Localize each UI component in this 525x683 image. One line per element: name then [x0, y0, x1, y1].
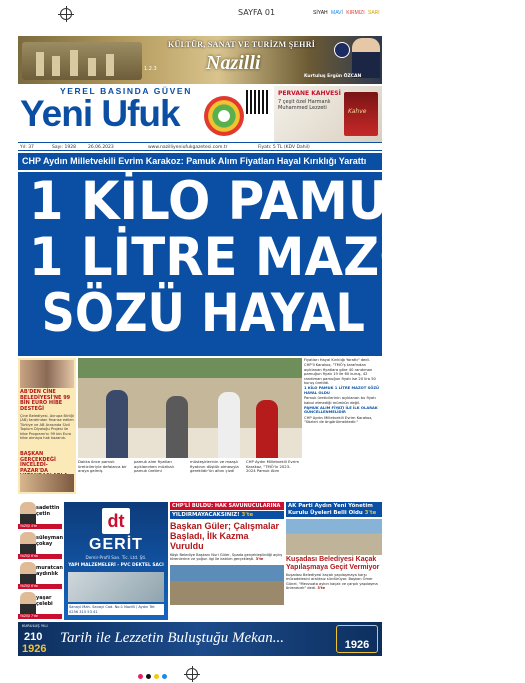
article-paragraph: CHP'li Karakoz, "TMÖ'ş tarafından açıklanan fiyatlara göre 40 randıman pamuğun fiyatı 19 ile 60 kuruş, 42 randıman pamuğun fiyatı ise 20 lira 50 kuruş üretildi.	[304, 363, 376, 386]
year-badge: 1926	[336, 625, 378, 653]
middle-section	[18, 358, 382, 498]
columnist-tag: YAZIŞI 7'de	[18, 614, 62, 619]
gerit-subtitle: Demir-Profil San. Tic. Ltd. Şti.	[85, 555, 147, 560]
story-headline[interactable]: Kuşadası Belediyesi Kaçak Yapılaşmaya Geçit Vermiyor	[286, 556, 380, 571]
gerit-address: Sanayi Mah. Sanayi Cad. No:1 Nazilli / Aydın Tel: 0256 315 53 41	[68, 604, 164, 615]
main-headline	[18, 171, 525, 356]
columnist-name: sadettin çetin	[36, 505, 60, 517]
story-body: Kuşadası Belediyesi kaçak yapılaşmaya karşı mücadelesini aralıksız sürdürüyor. Başkan Ömer Günel, "Mevzuata aykırı kaçak ve çarpık yapılaşma önlenecek" dedi. 3'te	[286, 573, 378, 591]
gerit-ad	[64, 502, 168, 620]
avatar	[20, 502, 36, 524]
restaurant-slogan: Tarih ile Lezzetin Buluştuğu Mekan...	[60, 630, 285, 646]
cmyk-magenta: KIRMIZI	[346, 10, 365, 16]
article-subheading: 1 KİLO PAMUK 1 LİTRE MAZOT SÖZÜ HAYAL OLDU	[304, 386, 380, 395]
steel-profiles-image	[68, 572, 164, 602]
banner-city: Nazilli	[206, 52, 261, 74]
columnists	[18, 502, 62, 620]
article-subheading: PAMUK ALIM FİYATI İLE İLK OLARAK GÜNCELLENMELİDİR	[304, 406, 378, 415]
color-dots	[138, 664, 170, 683]
newspaper-page	[18, 36, 525, 656]
magenta-dot-icon	[138, 674, 143, 679]
issue-date: 26.06.2023	[88, 144, 114, 150]
black-dot-icon	[146, 674, 151, 679]
person-figure	[166, 396, 188, 458]
bottom-restaurant-ad	[18, 622, 382, 656]
story-body: Köşk Belediye Başkanı Nuri Güler, Spada gerçekleştirdiği açılış törenlerine ve yoğun ilgi ile katılım gerçekleşti. 3'te	[170, 553, 283, 562]
right-news-column	[304, 358, 382, 496]
headline-kicker: CHP Aydın Milletvekili Evrim Karakoz: Pamuk Alım Fiyatları Hayal Kırıklığı Yarattı	[18, 153, 382, 170]
article-paragraph: Pamuk üreticilerinin açıklanan bu fiyatı kabul etmediği mümkün değil.	[304, 396, 376, 405]
article-paragraph: Fiyatları Hayal Kırıklığı Yarattı" dedi.	[304, 358, 370, 362]
caption: pamuk alım fiyatları açıklanırken müzikalı pamuk üretimi	[134, 459, 174, 474]
columnist-tag: YAZIŞI 4'te	[18, 524, 62, 529]
logo-eye-icon	[204, 96, 244, 136]
headline-line-2: 1 LİTRE MAZOT	[28, 227, 456, 288]
gerit-products: YAPI MALZEMELERİ - PVC DEKTEL SACI	[68, 563, 164, 568]
columnist-item[interactable]	[18, 562, 62, 590]
avatar	[20, 532, 36, 554]
ancient-ruins-image	[22, 42, 142, 80]
gerit-logo: dt	[102, 508, 130, 534]
issue-info-bar	[18, 142, 382, 151]
caption: CHP Aydın Milletvekili Evrim Karakoz, "TMÖ'in 2023-2024 Pamuk Alım	[246, 459, 300, 474]
cotton-field-photos	[78, 358, 302, 458]
columnist-tag: YAZIŞI 6'da	[18, 584, 62, 589]
top-banner-ad	[18, 36, 382, 84]
mayor-name: Kurtuluş Ergün ÖZCAN	[304, 74, 362, 79]
headline-line-3: SÖZÜ HAYAL OLDU	[41, 283, 525, 344]
issue-number: Sayı: 1928	[52, 144, 76, 150]
columnist-name: yaşar çelebi	[36, 595, 53, 607]
cyan-dot-icon	[162, 674, 167, 679]
masthead-tagline: YEREL BASINDA GÜVEN	[60, 86, 192, 96]
page-label: SAYFA 01	[238, 8, 276, 17]
columnist-name: süleyman çokay	[36, 535, 64, 547]
founding-label: KURULUŞ YILI	[22, 623, 48, 628]
avatar	[20, 592, 36, 614]
story-kicker[interactable]: AK Parti Aydın Yeni Yönetim Kurulu Üyeleri Belli Oldu 3'te	[286, 502, 382, 517]
columnist-item[interactable]	[18, 532, 62, 560]
avatar	[20, 562, 36, 584]
mayor-photo	[352, 38, 380, 78]
banner-kicker: KÜLTÜR, SANAT VE TURİZM ŞEHRİ	[168, 40, 316, 49]
registration-mark-icon	[186, 668, 198, 680]
website-link[interactable]: www.nazilliyeniufukgazetesi.com.tr	[148, 144, 228, 150]
founding-years: 210	[24, 631, 43, 643]
columnist-name: muratcan aydınlık	[36, 565, 63, 577]
caption: Dakka önce pamuk üreticileriyle defalarca bir araya gelmiş	[78, 459, 127, 474]
construction-photo	[170, 565, 284, 605]
caption: müsteşirlerinin ve maaşlı fiyatının düştük olmasıyla gereklidir'ün altını çizdi	[190, 459, 239, 474]
qr-code-icon	[246, 90, 270, 114]
columnist-tag: YAZIŞI 6'da	[18, 554, 62, 559]
story-headline[interactable]: Başkan Güler; Çalışmalar Başladı, İlk Kazma Vuruldu	[170, 521, 280, 551]
cmyk-legend	[313, 10, 382, 16]
coffee-package-image	[344, 92, 378, 136]
banner-date: 1.2.3	[144, 66, 157, 72]
cmyk-cyan: MAVİ	[331, 10, 343, 16]
story-guler	[170, 502, 284, 620]
columnist-item[interactable]	[18, 502, 62, 530]
person-figure	[106, 390, 128, 458]
headline-line-1: 1 KİLO PAMUK	[28, 171, 427, 232]
left-news-column	[18, 358, 76, 494]
person-figure	[218, 392, 240, 458]
yellow-dot-icon	[154, 674, 159, 679]
columnist-item[interactable]	[18, 592, 62, 620]
story-kicker: YILDIRMAYACAKSINIZ! 3'te	[170, 511, 284, 519]
founding-since: 1926	[22, 643, 47, 655]
coffee-ad-text: 7 çeşit özel Harmanlı Muhammed Lezzeti	[278, 99, 331, 111]
news-photo	[20, 474, 74, 492]
person-figure	[256, 400, 278, 458]
municipality-seal-icon	[334, 42, 350, 58]
news-photo	[20, 360, 74, 388]
coffee-ad-title: PERVANE KAHVESİ	[278, 90, 341, 97]
news-headline[interactable]: BAŞKAN GERÇEKDEĞİ İNCELEDİ-PAZAR'DA	[20, 451, 56, 474]
article-paragraph: CHP Aydın Milletvekili Evrim Karakoz, "Sözleri de öngörülmektedir."	[304, 415, 373, 425]
story-kicker: CHP'Lİ BULDU: HAK SAVUNUCULARINA	[170, 502, 284, 510]
news-headline[interactable]: AB'DEN CİNE BELEDİYESİ'NE 99 BİN EURO HİBE DESTEĞİ	[20, 389, 71, 412]
cmyk-black: SİYAH	[313, 10, 328, 16]
news-body: Çine Belediyesi, Avrupa Birliği (AB) tarafından finanse edilen Türkiye ve AB Arasında Sivil Toplum Diyaloğu Projesi ile hibe Programı'nı 99 bin Euro hibe almaya hak kazandı.	[20, 414, 74, 441]
photo-captions	[78, 460, 302, 496]
lower-section	[18, 502, 382, 620]
masthead	[18, 86, 382, 142]
issue-year: Yıl: 37	[20, 144, 34, 150]
coffee-ad	[274, 86, 382, 142]
registration-mark-icon	[60, 8, 72, 20]
newspaper-logo: Yeni Ufuk	[20, 93, 180, 134]
meeting-photo	[286, 519, 382, 555]
story-kusadasi	[286, 502, 382, 620]
cmyk-yellow: SARI	[368, 10, 380, 16]
issue-price: Fiyatı: 5 TL (KDV Dahil)	[258, 144, 310, 150]
gerit-name: GERİT	[89, 536, 143, 553]
